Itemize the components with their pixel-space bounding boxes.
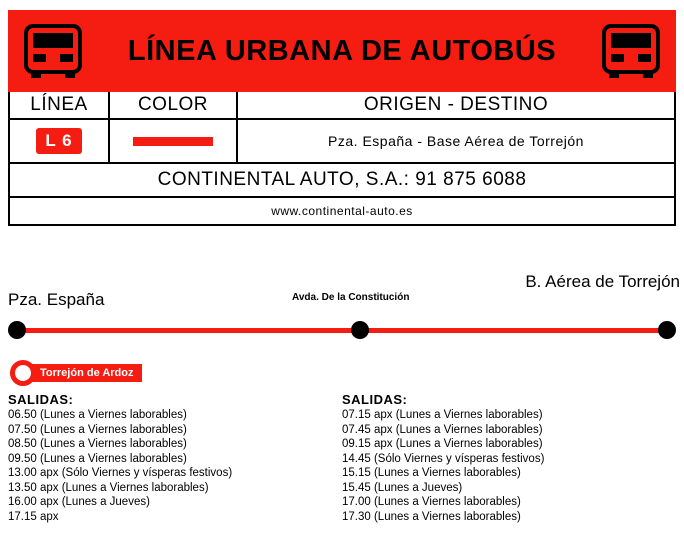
table-header-row (10, 92, 674, 120)
route-diagram (0, 262, 684, 382)
column-header-color: COLOR (110, 92, 238, 118)
departures-column-left (8, 392, 342, 524)
column-header-linea: LÍNEA (10, 92, 110, 118)
route-stop-dot (658, 321, 676, 339)
list-item: 09.50 (Lunes a Viernes laborables) (8, 452, 187, 465)
list-item: 16.00 apx (Lunes a Jueves) (8, 496, 150, 508)
route-line (14, 328, 670, 333)
bus-icon (24, 24, 82, 80)
list-item: 09.15 apx (Lunes a Viernes laborables) (342, 438, 543, 450)
list-item: 15.45 (Lunes a Jueves) (342, 481, 463, 494)
departures-column-right (342, 392, 676, 524)
list-item: 13.50 apx (Lunes a Viernes laborables) (8, 481, 209, 494)
header-banner (8, 10, 676, 92)
operator-text: CONTINENTAL AUTO, S.A.: 91 875 6088 (157, 169, 527, 190)
bus-icon (602, 24, 660, 80)
list-item: 06.50 (Lunes a Viernes laborables) (8, 409, 187, 421)
list-item: 07.15 apx (Lunes a Viernes laborables) (342, 409, 543, 421)
line-badge-cell (10, 120, 110, 162)
route-stop-label-destination: B. Aérea de Torrejón (525, 272, 680, 291)
route-stop-dot (8, 321, 26, 339)
operator-row (10, 164, 674, 198)
town-marker-icon (10, 360, 36, 386)
line-color-cell (110, 120, 238, 162)
color-swatch (133, 137, 213, 146)
town-tag (10, 360, 142, 386)
departures-title: SALIDAS: (342, 392, 408, 407)
list-item: 17.30 (Lunes a Viernes laborables) (342, 510, 521, 523)
list-item: 17.00 (Lunes a Viernes laborables) (342, 496, 521, 508)
list-item: 08.50 (Lunes a Viernes laborables) (8, 438, 187, 450)
town-name-label: Torrejón de Ardoz (28, 364, 142, 382)
route-stop-dot (351, 321, 369, 339)
page-title: LÍNEA URBANA DE AUTOBÚS (127, 34, 557, 67)
route-stop-label-origin: Pza. España (8, 290, 105, 309)
list-item: 07.50 (Lunes a Viernes laborables) (8, 423, 187, 436)
line-info-table (8, 92, 676, 226)
column-header-origen-destino: ORIGEN - DESTINO (363, 94, 549, 115)
origen-destino-value: Pza. España - Base Aérea de Torrejón (328, 133, 584, 149)
departures-title: SALIDAS: (8, 392, 74, 407)
list-item: 15.15 (Lunes a Viernes laborables) (342, 467, 521, 479)
line-number-badge: L 6 (36, 128, 82, 154)
list-item: 17.15 apx (8, 510, 59, 523)
table-row (10, 120, 674, 164)
list-item: 14.45 (Sólo Viernes y vísperas festivos) (342, 452, 545, 465)
website-row (10, 198, 674, 224)
list-item: 13.00 apx (Sólo Viernes y vísperas festivos) (8, 467, 233, 479)
route-stop-label-middle: Avda. De la Constitución (292, 292, 410, 303)
departures-section (8, 392, 676, 524)
list-item: 07.45 apx (Lunes a Viernes laborables) (342, 423, 543, 436)
website-link[interactable]: www.continental-auto.es (271, 204, 413, 218)
